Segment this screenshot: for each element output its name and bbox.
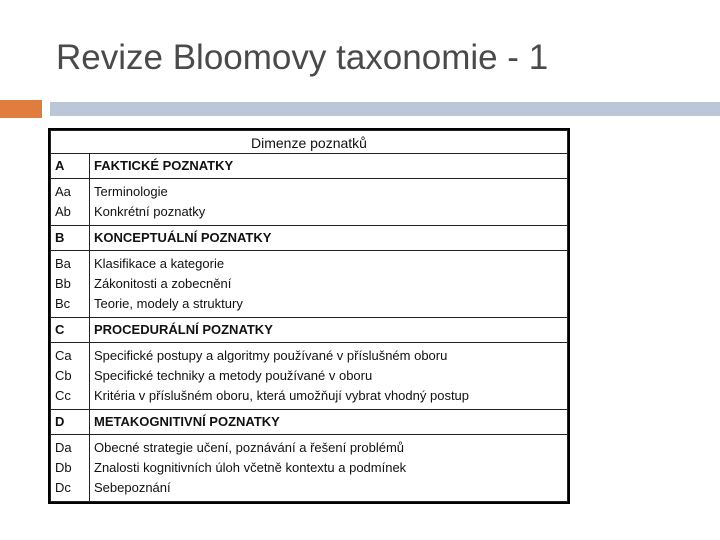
category-row-c <box>51 318 568 343</box>
item-label: Specifické postupy a algoritmy používané v příslušném oboru <box>94 348 448 363</box>
item-codes <box>51 435 90 502</box>
item-code: Ba <box>55 256 71 271</box>
item-code: Cc <box>55 388 71 403</box>
category-row-a <box>51 154 568 179</box>
knowledge-dimension-table <box>48 128 570 504</box>
category-code: C <box>51 318 90 343</box>
items-row-a <box>51 179 568 226</box>
item-label: Teorie, modely a struktury <box>94 296 243 311</box>
item-code: Ab <box>55 204 71 219</box>
item-code: Aa <box>55 184 71 199</box>
item-labels <box>90 251 568 318</box>
category-row-b <box>51 226 568 251</box>
accent-bar <box>0 100 42 118</box>
item-label: Konkrétní poznatky <box>94 204 206 219</box>
item-code: Da <box>55 440 72 455</box>
item-code: Bc <box>55 296 71 311</box>
category-code: B <box>51 226 90 251</box>
table-header-row <box>51 131 568 154</box>
item-labels <box>90 435 568 502</box>
item-label: Znalosti kognitivních úloh včetně kontextu a podmínek <box>94 460 407 475</box>
item-code: Cb <box>55 368 72 383</box>
category-label: FAKTICKÉ POZNATKY <box>90 154 568 179</box>
item-label: Kritéria v příslušném oboru, která umožňují vybrat vhodný postup <box>94 388 470 403</box>
item-labels <box>90 343 568 410</box>
category-label: METAKOGNITIVNÍ POZNATKY <box>90 410 568 435</box>
item-code: Db <box>55 460 72 475</box>
item-label: Terminologie <box>94 184 168 199</box>
slide-title: Revize Bloomovy taxonomie - 1 <box>56 38 549 77</box>
item-label: Sebepoznání <box>94 480 171 495</box>
category-code: D <box>51 410 90 435</box>
item-codes <box>51 179 90 226</box>
category-label: KONCEPTUÁLNÍ POZNATKY <box>90 226 568 251</box>
table-header: Dimenze poznatků <box>51 131 568 154</box>
item-code: Dc <box>55 480 71 495</box>
item-code: Ca <box>55 348 72 363</box>
item-codes <box>51 251 90 318</box>
items-row-d <box>51 435 568 502</box>
item-code: Bb <box>55 276 71 291</box>
item-label: Obecné strategie učení, poznávání a řešení problémů <box>94 440 405 455</box>
category-label: PROCEDURÁLNÍ POZNATKY <box>90 318 568 343</box>
item-label: Specifické techniky a metody používané v oboru <box>94 368 373 383</box>
items-row-c <box>51 343 568 410</box>
item-labels <box>90 179 568 226</box>
items-row-b <box>51 251 568 318</box>
item-label: Klasifikace a kategorie <box>94 256 225 271</box>
item-label: Zákonitosti a zobecnění <box>94 276 232 291</box>
category-row-d <box>51 410 568 435</box>
item-codes <box>51 343 90 410</box>
title-underline-bar <box>50 102 720 116</box>
category-code: A <box>51 154 90 179</box>
